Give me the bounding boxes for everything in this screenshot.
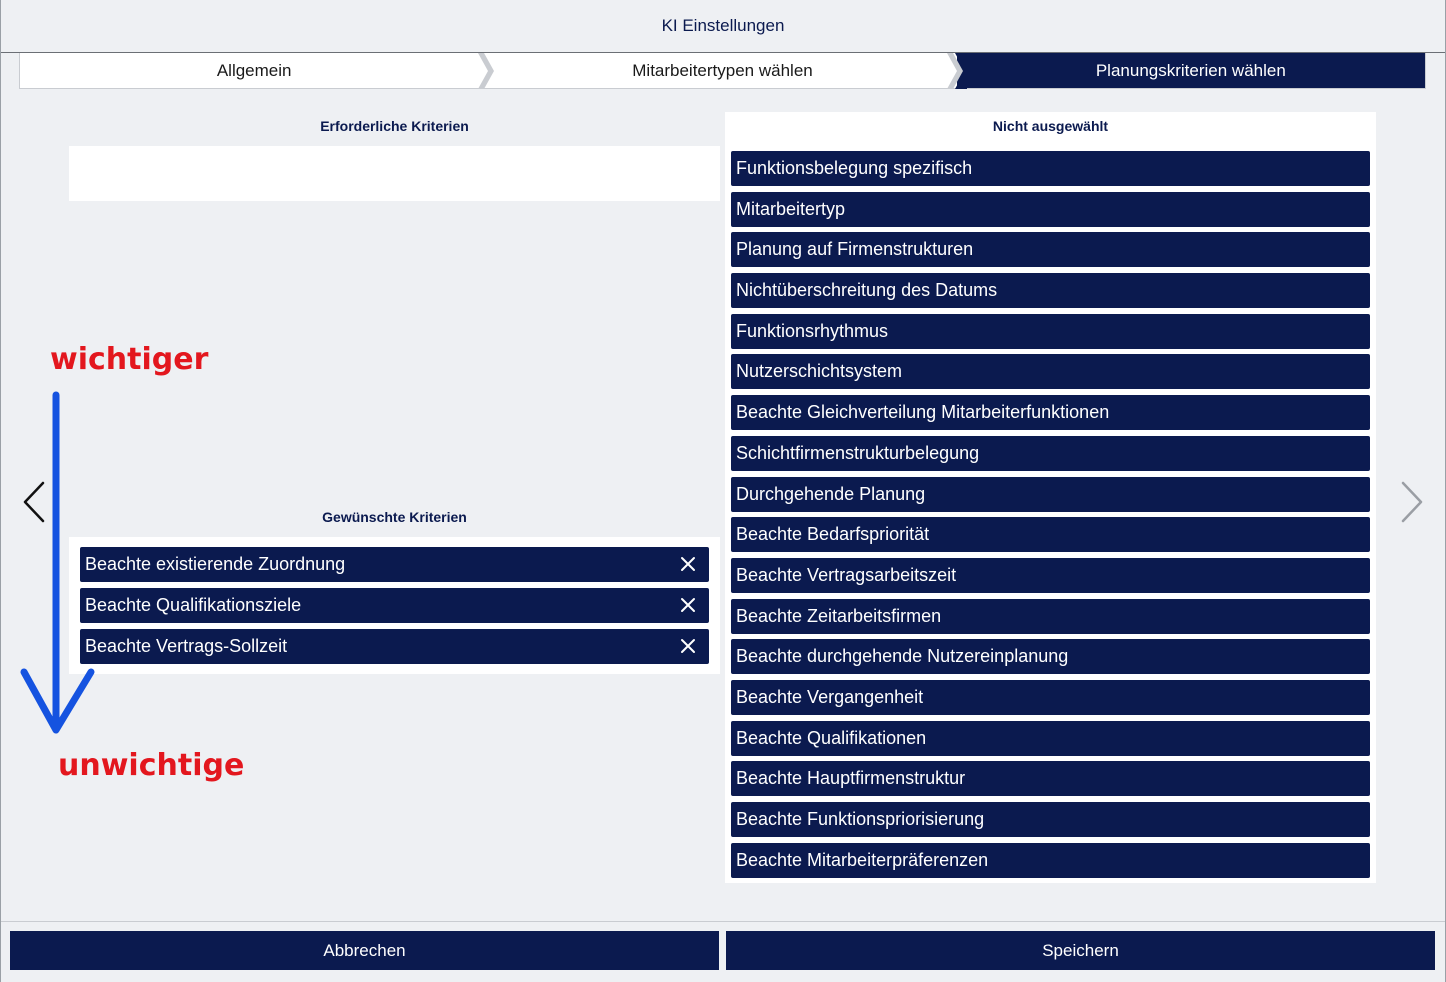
desired-criteria-title: Gewünschte Kriterien xyxy=(322,509,467,525)
not-selected-item[interactable]: Beachte Mitarbeiterpräferenzen xyxy=(731,843,1370,878)
step-mitarbeitertypen[interactable] xyxy=(488,53,956,88)
step-allgemein[interactable] xyxy=(20,53,488,88)
stepper xyxy=(19,53,1426,89)
dialog-footer xyxy=(1,921,1445,982)
step-separator-icon xyxy=(478,53,498,89)
not-selected-title: Nicht ausgewählt xyxy=(992,118,1109,134)
desired-criterion-item[interactable] xyxy=(80,588,709,623)
step-label: Planungskriterien wählen xyxy=(1095,60,1286,80)
criterion-label: Beachte existierende Zuordnung xyxy=(85,554,346,574)
close-icon[interactable] xyxy=(679,596,697,614)
not-selected-list xyxy=(731,151,1370,878)
save-button[interactable]: Speichern xyxy=(726,931,1435,970)
not-selected-item[interactable]: Beachte Vergangenheit xyxy=(731,680,1370,715)
annotation-top-label: wichtiger xyxy=(50,342,209,377)
not-selected-item[interactable]: Planung auf Firmenstrukturen xyxy=(731,232,1370,267)
step-label: Allgemein xyxy=(216,60,292,80)
desired-criteria-section xyxy=(69,503,720,674)
not-selected-item[interactable]: Funktionsrhythmus xyxy=(731,314,1370,349)
not-selected-item[interactable]: Nichtüberschreitung des Datums xyxy=(731,273,1370,308)
not-selected-item[interactable]: Beachte durchgehende Nutzereinplanung xyxy=(731,639,1370,674)
step-label: Mitarbeitertypen wählen xyxy=(632,60,813,80)
annotation-bottom-label: unwichtige xyxy=(58,748,245,783)
not-selected-item[interactable]: Schichtfirmenstrukturbelegung xyxy=(731,436,1370,471)
not-selected-item[interactable]: Beachte Zeitarbeitsfirmen xyxy=(731,599,1370,634)
not-selected-item[interactable]: Beachte Vertragsarbeitszeit xyxy=(731,558,1370,593)
not-selected-item[interactable]: Beachte Hauptfirmenstruktur xyxy=(731,761,1370,796)
criterion-label: Beachte Qualifikationsziele xyxy=(85,595,302,615)
not-selected-section xyxy=(725,112,1376,883)
close-icon[interactable] xyxy=(679,637,697,655)
not-selected-item[interactable]: Mitarbeitertyp xyxy=(731,192,1370,227)
not-selected-item[interactable]: Funktionsbelegung spezifisch xyxy=(731,151,1370,186)
desired-criterion-item[interactable] xyxy=(80,629,709,664)
close-icon[interactable] xyxy=(679,555,697,573)
not-selected-item[interactable]: Beachte Gleichverteilung Mitarbeiterfunktionen xyxy=(731,395,1370,430)
not-selected-item[interactable]: Nutzerschichtsystem xyxy=(731,354,1370,389)
step-separator-icon xyxy=(947,53,967,89)
not-selected-item[interactable]: Beachte Bedarfspriorität xyxy=(731,517,1370,552)
required-criteria-section xyxy=(69,112,720,201)
criterion-label: Beachte Vertrags-Sollzeit xyxy=(85,636,288,656)
desired-criterion-item[interactable] xyxy=(80,547,709,582)
required-criteria-title: Erforderliche Kriterien xyxy=(320,118,469,134)
down-arrow-icon xyxy=(19,390,99,740)
not-selected-item[interactable]: Beachte Funktionspriorisierung xyxy=(731,802,1370,837)
dialog-title: KI Einstellungen xyxy=(1,0,1445,53)
not-selected-item[interactable]: Durchgehende Planung xyxy=(731,477,1370,512)
step-planungskriterien[interactable] xyxy=(957,53,1425,88)
not-selected-item[interactable]: Beachte Qualifikationen xyxy=(731,721,1370,756)
chevron-right-icon[interactable] xyxy=(1399,480,1425,524)
cancel-button[interactable]: Abbrechen xyxy=(10,931,719,970)
required-criteria-dropzone[interactable] xyxy=(69,146,720,201)
desired-criteria-list[interactable] xyxy=(69,537,720,674)
